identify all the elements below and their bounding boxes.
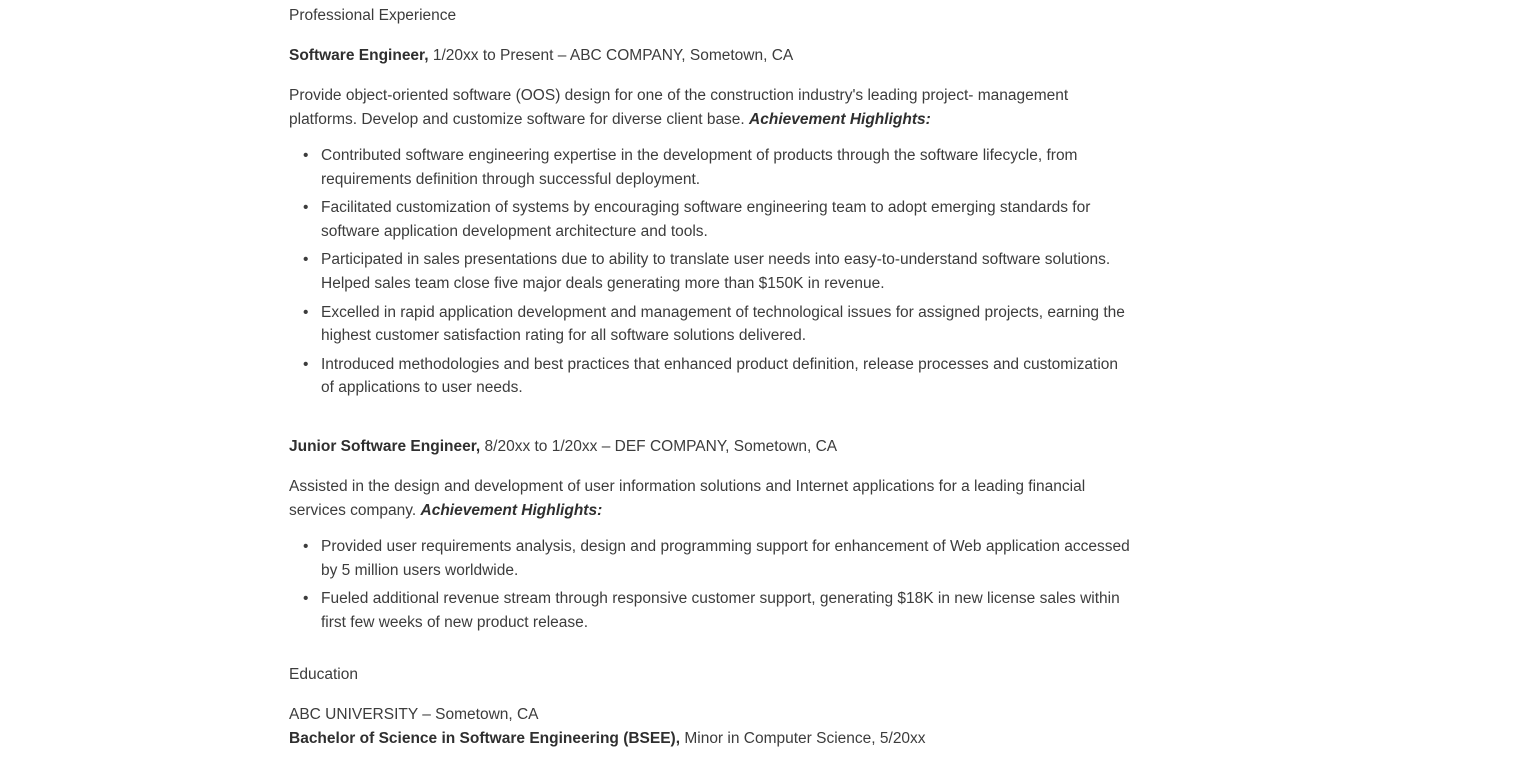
job-summary-2 xyxy=(289,459,1101,523)
achievement-highlights-label-2: Achievement Highlights: xyxy=(420,501,603,519)
section-heading-experience: Professional Experience xyxy=(289,7,457,24)
job-meta-1: 1/20xx to Present – ABC COMPANY, Sometown, CA xyxy=(428,47,794,64)
job-header-1 xyxy=(289,28,1149,68)
job-summary-text-1: Provide object-oriented software (OOS) design for one of the construction industry's leading project- management platforms. Develop and customize software for diverse client base. xyxy=(289,87,1069,128)
education-degree-line xyxy=(289,727,1149,751)
spacer xyxy=(289,639,1149,659)
education-degree: Bachelor of Science in Software Engineering (BSEE), xyxy=(289,730,681,748)
list-item: • Fueled additional revenue stream through responsive customer support, generating $18K in new license sales within first few weeks of new product release. xyxy=(289,587,1131,634)
job-header-2 xyxy=(289,419,1149,459)
job-title-2: Junior Software Engineer, xyxy=(289,437,481,455)
job-summary-1 xyxy=(289,68,1101,132)
list-item: • Provided user requirements analysis, design and programming support for enhancement of Web application accessed by 5 million users worldwide. xyxy=(289,535,1131,582)
education-degree-meta: Minor in Computer Science, 5/20xx xyxy=(680,730,926,748)
education-block xyxy=(289,687,1149,751)
list-item: • Introduced methodologies and best practices that enhanced product definition, release processes and customization of applications to user needs. xyxy=(289,353,1131,400)
list-item: • Contributed software engineering expertise in the development of products through the software lifecycle, from requirements definition through successful deployment. xyxy=(289,144,1131,191)
education-school: ABC UNIVERSITY – Sometown, CA xyxy=(289,706,539,724)
job-meta-2: 8/20xx to 1/20xx – DEF COMPANY, Sometown, CA xyxy=(480,437,838,455)
resume-content xyxy=(289,0,1149,751)
job-title-1: Software Engineer, xyxy=(289,47,429,64)
section-heading-education: Education xyxy=(289,666,358,684)
list-item: • Excelled in rapid application development and management of technological issues for assigned projects, earning the highest customer satisfaction rating for all software solutions delivered. xyxy=(289,301,1131,348)
list-item: • Facilitated customization of systems by encouraging software engineering team to adopt emerging standards for software application development architecture and tools. xyxy=(289,196,1131,243)
achievement-highlights-label-1: Achievement Highlights: xyxy=(749,111,931,128)
list-item: • Participated in sales presentations due to ability to translate user needs into easy-to-understand software solutions. Helped sales team close five major deals generating more than $150K in revenue. xyxy=(289,248,1131,295)
job-bullets-2 xyxy=(289,523,1149,634)
job-bullets-1 xyxy=(289,132,1149,400)
spacer xyxy=(289,405,1149,419)
job-summary-text-2: Assisted in the design and development of user information solutions and Internet applications for a leading financial services company. xyxy=(289,477,1086,519)
